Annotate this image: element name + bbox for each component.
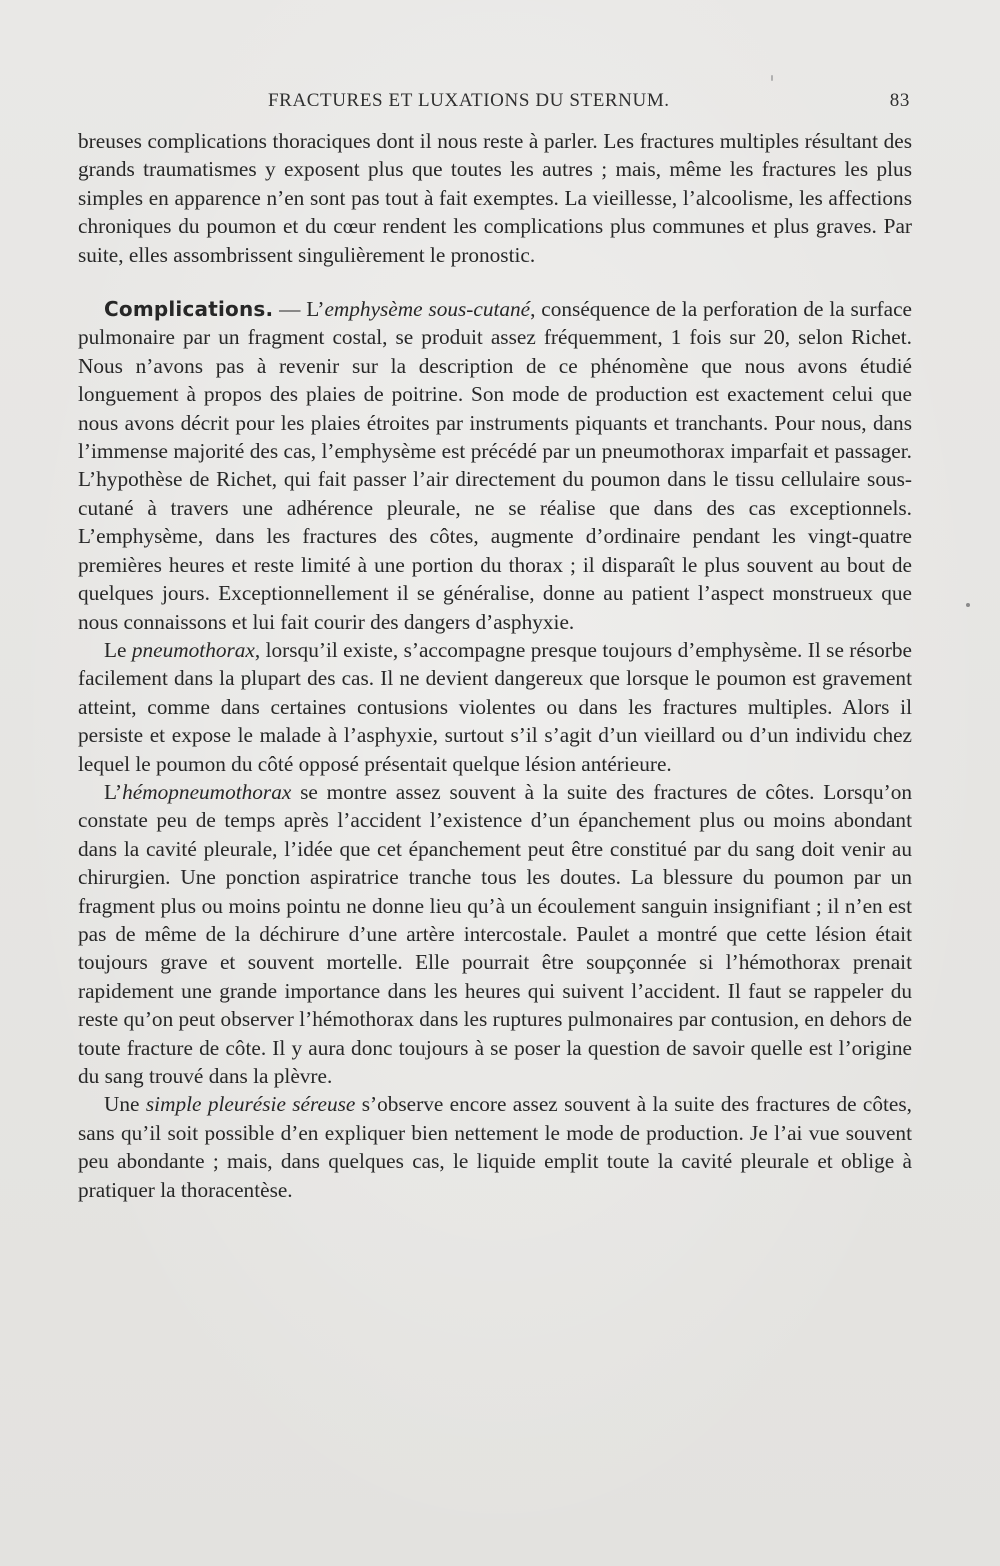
paragraph-pneumothorax <box>78 636 912 778</box>
section-heading: Complications. <box>104 297 274 322</box>
paragraph-complications <box>78 295 912 636</box>
paragraph-text: s’observe encore assez souvent à la suite des fractures de côtes, sans qu’il soit possible d’en expliquer bien nettement le mode de production. Je l’ai vue souvent peu abondante ; mais, dans quelques cas, le liquide emplit toute la cavité pleurale et oblige à pratiquer la thoracentèse. <box>78 1092 912 1202</box>
heading-dash: — <box>273 297 307 322</box>
body-text <box>78 127 912 1204</box>
paper-speck <box>966 603 970 607</box>
italic-term: pneumothorax <box>131 637 255 662</box>
paragraph-hemopneumothorax <box>78 778 912 1090</box>
paper-speck <box>771 75 773 81</box>
italic-term: hémopneumothorax <box>122 779 292 804</box>
paragraph <box>78 127 912 269</box>
paragraph-text: , lorsqu’il existe, s’accompagne presque toujours d’emphysème. Il se résorbe facilement dans la plupart des cas. Il ne devient dangereux que lorsque le poumon est gravement atteint, comme dans certaines contusions violentes ou dans les fractures multiples. Alors il persiste et expose le malade à l’asphyxie, surtout s’il s’agit d’un vieillard ou d’un individu chez lequel le poumon du côté opposé présentait quelque lésion antérieure. <box>78 637 912 776</box>
paragraph-pleuresie <box>78 1090 912 1204</box>
paragraph-lead: Le <box>104 637 132 662</box>
paragraph-lead: Une <box>104 1092 146 1117</box>
running-header <box>78 90 910 114</box>
paragraph-text: se montre assez souvent à la suite des fractures de côtes. Lorsqu’on constate peu de temps après l’accident l’existence d’un épanchement plus ou moins abondant dans la cavité pleurale, l’idée que cet épanchement peut être constitué par du sang doit venir au chirurgien. Une ponction aspiratrice tranche tous les doutes. La blessure du poumon par un fragment plus ou moins pointu ne donne lieu qu’à un écoulement sanguin insignifiant ; il n’en est pas de même de la déchirure d’une artère intercostale. Paulet a montré que cette lésion était toujours grave et souvent mortelle. Elle pourrait être soupçonnée si l’hémothorax prenait rapidement une grande importance dans les heures qui suivent l’accident. Il faut se rappeler du reste qu’on peut observer l’hémothorax dans les ruptures pulmonaires par contusion, en dehors de toute fracture de côte. Il y aura donc toujours à se poser la question de savoir quelle est l’origine du sang trouvé dans la plèvre. <box>78 779 912 1088</box>
paragraph-lead: L’ <box>306 297 325 322</box>
italic-term: simple pleurésie séreuse <box>145 1092 356 1117</box>
paragraph-text: breuses complications thoraciques dont il nous reste à parler. Les fractures multiples résultant des grands traumatismes y exposent plus que toutes les autres ; mais, même les fractures les plus simples en apparence n’en sont pas tout à fait exemptes. La vieillesse, l’alcoolisme, les affections chroniques du poumon et du cœur rendent les complications plus communes et plus graves. Par suite, elles assombrissent singulièrement le pronostic. <box>78 129 912 267</box>
paragraph-text: , conséquence de la perforation de la surface pulmonaire par un fragment costal, se produit assez fréquemment, 1 fois sur 20, selon Richet. Nous n’avons pas à revenir sur la description de ce phénomène que nous avons étudié longuement à propos des plaies de poitrine. Son mode de production est exactement celui que nous avons décrit pour les plaies étroites par instruments piquants et tranchants. Pour nous, dans l’immense majorité des cas, l’emphysème est précédé par un pneumothorax imparfait et passager. L’hypothèse de Richet, qui fait passer l’air directement du poumon dans le tissu cellulaire sous-cutané à travers une adhérence pleurale, ne se réalise que dans des cas exceptionnels. L’emphysème, dans les fractures des côtes, augmente d’ordinaire pendant les vingt-quatre premières heures et reste limité à une portion du thorax ; il disparaît le plus souvent au bout de quelques jours. Exceptionnellement il se généralise, donne au patient l’aspect monstrueux que nous connaissons et lui fait courir des dangers d’asphyxie. <box>78 297 912 634</box>
running-title: FRACTURES ET LUXATIONS DU STERNUM. <box>268 90 670 111</box>
page-number: 83 <box>889 90 910 111</box>
italic-term: emphysème sous-cutané <box>324 297 531 322</box>
paragraph-lead: L’ <box>104 779 123 804</box>
